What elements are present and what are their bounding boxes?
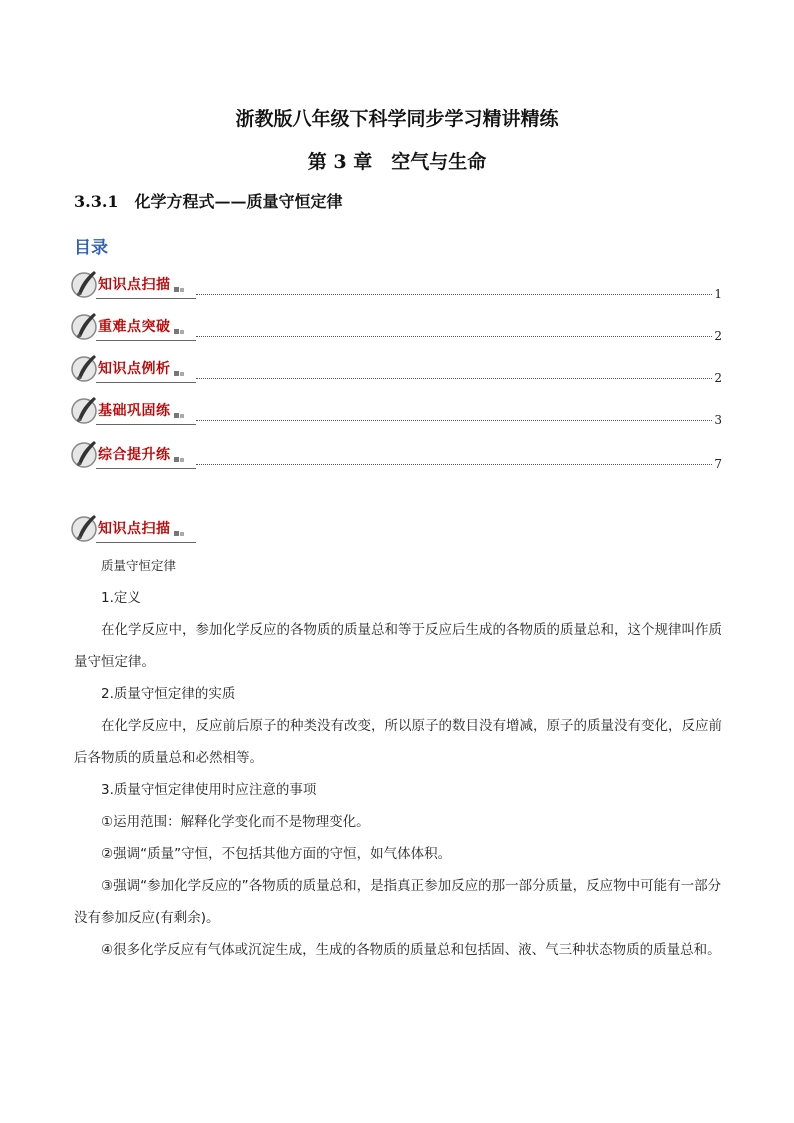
brush-icon xyxy=(70,439,100,469)
toc-label: 知识点扫描 xyxy=(98,277,171,293)
brush-icon xyxy=(70,513,100,543)
toc-badge xyxy=(70,394,196,426)
toc-page-number: 3 xyxy=(714,413,722,427)
brush-icon xyxy=(70,311,100,341)
section-badge-label: 知识点扫描 xyxy=(98,521,171,537)
dot-leader xyxy=(196,336,712,337)
toc-badge xyxy=(70,352,196,384)
paragraph-definition: 在化学反应中，参加化学反应的各物质的质量总和等于反应后生成的各物质的质量总和，这个规律叫作质量守恒定律。 xyxy=(74,622,722,670)
note-item: ①运用范围：解释化学变化而不是物理变化。 xyxy=(101,814,370,830)
square-decor-icon xyxy=(174,457,184,462)
note-item: ④很多化学反应有气体或沉淀生成，生成的各物质的质量总和包括固、液、气三种状态物质的质量总和。 xyxy=(101,942,721,958)
paragraph-essence: 在化学反应中，反应前后原子的种类没有改变，所以原子的数目没有增减，原子的质量没有变化，反应前后各物质的质量总和必然相等。 xyxy=(74,718,722,766)
square-decor-icon xyxy=(174,413,184,418)
toc-label: 综合提升练 xyxy=(98,447,171,463)
toc-entry[interactable] xyxy=(70,438,722,472)
toc-label: 重难点突破 xyxy=(98,319,171,335)
section-body xyxy=(74,550,722,966)
toc-badge xyxy=(70,268,196,300)
toc-entry[interactable] xyxy=(70,310,722,344)
dot-leader xyxy=(196,420,712,421)
note-item: ③强调“参加化学反应的”各物质的质量总和，是指真正参加反应的那一部分质量，反应物中可能有一部分没有参加反应(有剩余)。 xyxy=(74,878,722,926)
toc-badge xyxy=(70,310,196,342)
toc-page-number: 7 xyxy=(714,457,722,471)
section-badge xyxy=(70,512,196,544)
note-item: ②强调“质量”守恒，不包括其他方面的守恒，如气体体积。 xyxy=(101,846,452,862)
toc-entry[interactable] xyxy=(70,352,722,386)
square-decor-icon xyxy=(174,329,184,334)
square-decor-icon xyxy=(174,531,184,536)
square-decor-icon xyxy=(174,287,184,292)
toc-label: 知识点例析 xyxy=(98,361,171,377)
brush-icon xyxy=(70,269,100,299)
dot-leader xyxy=(196,464,712,465)
brush-icon xyxy=(70,395,100,425)
toc-entry[interactable] xyxy=(70,268,722,302)
square-decor-icon xyxy=(174,371,184,376)
brush-icon xyxy=(70,353,100,383)
chapter-title: 第 3 章 空气与生命 xyxy=(307,151,487,173)
subheading-essence: 2.质量守恒定律的实质 xyxy=(101,686,236,702)
dot-leader xyxy=(196,294,712,295)
toc-badge xyxy=(70,438,196,470)
toc-label: 基础巩固练 xyxy=(98,403,171,419)
subheading-definition: 1.定义 xyxy=(101,590,141,606)
toc-page-number: 2 xyxy=(714,371,722,385)
section-title: 3.3.1 化学方程式——质量守恒定律 xyxy=(74,192,343,211)
subheading-notes: 3.质量守恒定律使用时应注意的事项 xyxy=(101,782,317,798)
toc-heading: 目录 xyxy=(74,238,108,258)
dot-leader xyxy=(196,378,712,379)
toc-page-number: 1 xyxy=(714,287,722,301)
toc-page-number: 2 xyxy=(714,329,722,343)
toc-entry[interactable] xyxy=(70,394,722,428)
document-title: 浙教版八年级下科学同步学习精讲精练 xyxy=(235,108,559,130)
topic-heading: 质量守恒定律 xyxy=(101,558,177,573)
